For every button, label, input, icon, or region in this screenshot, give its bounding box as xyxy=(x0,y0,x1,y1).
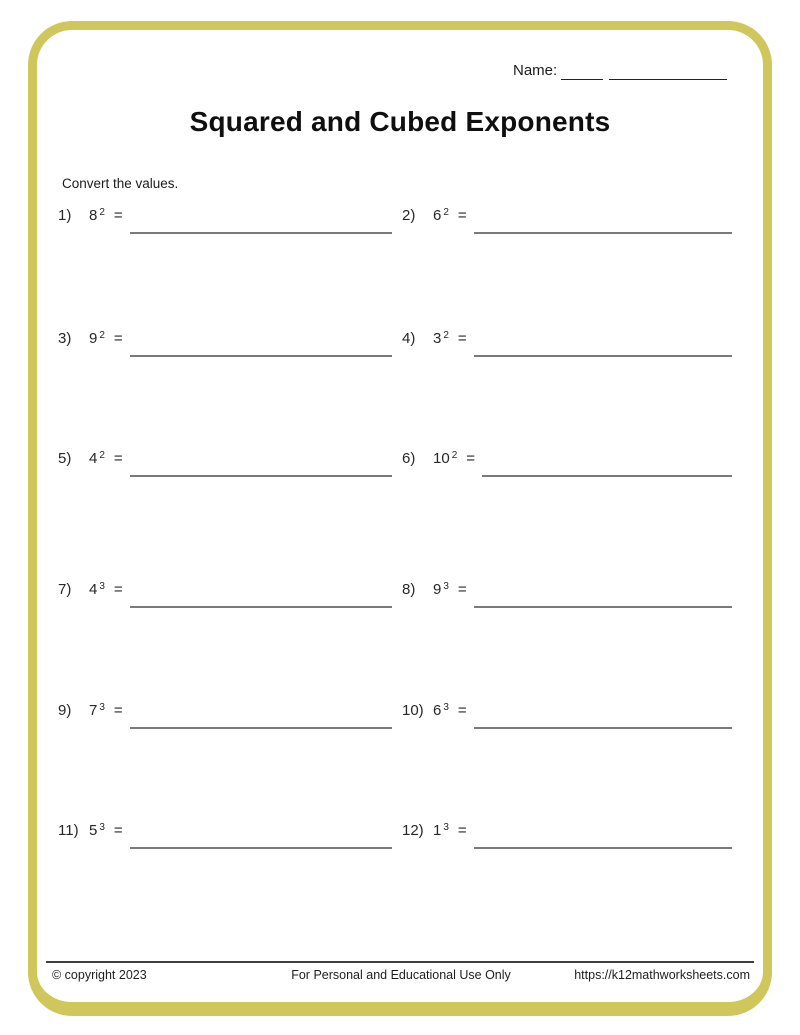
problem-row-3 xyxy=(0,450,800,480)
footer-usage: For Personal and Educational Use Only xyxy=(291,968,511,982)
problem-expression xyxy=(89,702,105,721)
answer-blank-line xyxy=(474,702,732,729)
answer-blank-line xyxy=(130,581,392,608)
problem-number: 2) xyxy=(402,207,416,224)
answer-blank-line xyxy=(130,450,392,477)
problem-number: 8) xyxy=(402,581,416,598)
answer-blank-line xyxy=(130,822,392,849)
equals-sign: = xyxy=(457,581,467,598)
page-border xyxy=(28,21,772,1016)
base-number: 5 xyxy=(89,822,98,839)
exponent: 3 xyxy=(443,822,449,833)
problem-expression xyxy=(89,581,105,600)
exponent: 3 xyxy=(443,702,449,713)
equals-sign: = xyxy=(113,450,123,467)
exponent: 2 xyxy=(99,330,105,341)
footer xyxy=(52,968,750,982)
base-number: 8 xyxy=(89,207,98,224)
equals-sign: = xyxy=(113,581,123,598)
problem-row-5 xyxy=(0,702,800,732)
answer-blank-line xyxy=(474,330,732,357)
exponent: 3 xyxy=(99,822,105,833)
name-field xyxy=(513,61,727,80)
footer-divider xyxy=(46,961,754,963)
exponent: 2 xyxy=(443,330,449,341)
problem-number: 7) xyxy=(58,581,72,598)
problem-expression xyxy=(433,330,449,349)
footer-url: https://k12mathworksheets.com xyxy=(574,968,750,982)
problem-expression xyxy=(89,822,105,841)
base-number: 3 xyxy=(433,330,442,347)
problem-3 xyxy=(58,330,392,357)
exponent: 2 xyxy=(451,450,458,461)
answer-blank-line xyxy=(474,207,732,234)
base-number: 9 xyxy=(89,330,98,347)
exponent: 3 xyxy=(99,581,105,592)
problem-expression xyxy=(433,822,449,841)
base-number: 4 xyxy=(89,581,98,598)
answer-blank-line xyxy=(482,450,732,477)
problem-expression xyxy=(433,702,449,721)
problem-5 xyxy=(58,450,392,477)
problem-number: 12) xyxy=(402,822,424,839)
base-number: 9 xyxy=(433,581,442,598)
equals-sign: = xyxy=(457,702,467,719)
problem-number: 5) xyxy=(58,450,72,467)
answer-blank-line xyxy=(474,581,732,608)
equals-sign: = xyxy=(113,207,123,224)
exponent: 3 xyxy=(99,702,105,713)
problem-number: 1) xyxy=(58,207,72,224)
problem-11 xyxy=(58,822,392,849)
problem-number: 9) xyxy=(58,702,72,719)
name-label: Name: xyxy=(513,62,558,79)
name-blank-line-short xyxy=(561,61,603,80)
problem-number: 10) xyxy=(402,702,424,719)
problem-8 xyxy=(402,581,732,608)
answer-blank-line xyxy=(474,822,732,849)
problem-1 xyxy=(58,207,392,234)
problem-expression xyxy=(89,330,105,349)
base-number: 10 xyxy=(433,450,450,467)
name-blank-line-long xyxy=(609,61,727,80)
answer-blank-line xyxy=(130,330,392,357)
equals-sign: = xyxy=(113,702,123,719)
problem-number: 11) xyxy=(58,822,79,839)
footer-copyright: © copyright 2023 xyxy=(52,968,147,982)
problem-expression xyxy=(433,207,449,226)
problem-number: 3) xyxy=(58,330,72,347)
base-number: 4 xyxy=(89,450,98,467)
exponent: 2 xyxy=(443,207,449,218)
problem-2 xyxy=(402,207,732,234)
exponent: 3 xyxy=(443,581,449,592)
base-number: 6 xyxy=(433,702,442,719)
problem-9 xyxy=(58,702,392,729)
problem-6 xyxy=(402,450,732,477)
problem-4 xyxy=(402,330,732,357)
problem-7 xyxy=(58,581,392,608)
equals-sign: = xyxy=(113,822,123,839)
base-number: 1 xyxy=(433,822,442,839)
equals-sign: = xyxy=(113,330,123,347)
problem-row-4 xyxy=(0,581,800,611)
problem-row-1 xyxy=(0,207,800,237)
problem-number: 6) xyxy=(402,450,416,467)
equals-sign: = xyxy=(457,207,467,224)
problem-row-2 xyxy=(0,330,800,360)
answer-blank-line xyxy=(130,207,392,234)
problem-12 xyxy=(402,822,732,849)
equals-sign: = xyxy=(457,822,467,839)
equals-sign: = xyxy=(466,450,476,467)
problem-expression xyxy=(433,581,449,600)
problem-expression xyxy=(89,450,105,469)
problem-number: 4) xyxy=(402,330,416,347)
equals-sign: = xyxy=(457,330,467,347)
problem-expression xyxy=(89,207,105,226)
answer-blank-line xyxy=(130,702,392,729)
exponent: 2 xyxy=(99,450,105,461)
exponent: 2 xyxy=(99,207,105,218)
problem-10 xyxy=(402,702,732,729)
problem-expression xyxy=(433,450,457,469)
worksheet-title: Squared and Cubed Exponents xyxy=(189,106,611,137)
base-number: 6 xyxy=(433,207,442,224)
base-number: 7 xyxy=(89,702,98,719)
problem-row-6 xyxy=(0,822,800,852)
instructions-text: Convert the values. xyxy=(62,176,179,191)
